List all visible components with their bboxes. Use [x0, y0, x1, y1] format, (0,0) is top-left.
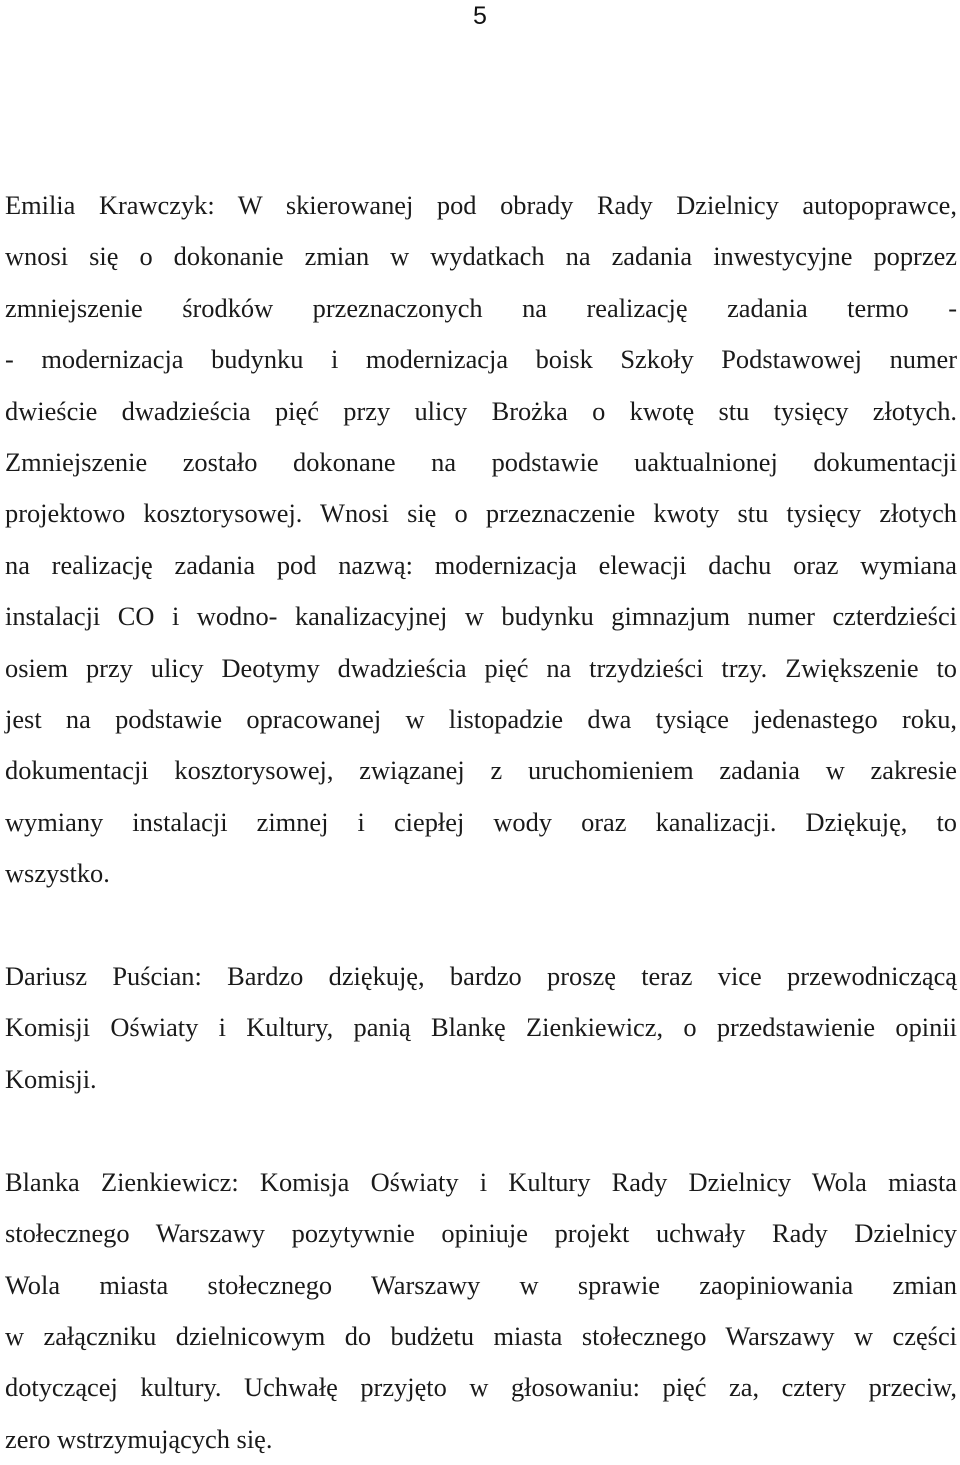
text-line: - modernizacja budynku i modernizacja boisk Szkoły Podstawowej numer [5, 344, 957, 375]
paragraph-blanka-zienkiewicz [5, 1157, 957, 1465]
text-line: osiem przy ulicy Deotymy dwadzieścia pięć na trzydzieści trzy. Zwiększenie to [5, 652, 957, 683]
text-line: Wola miasta stołecznego Warszawy w sprawie zaopiniowania zmian [5, 1269, 957, 1300]
text-line: na realizację zadania pod nazwą: modernizacja elewacji dachu oraz wymiana [5, 549, 957, 580]
text-line: w załączniku dzielnicowym do budżetu miasta stołecznego Warszawy w części [5, 1320, 957, 1351]
text-line: jest na podstawie opracowanej w listopadzie dwa tysiące jedenastego roku, [5, 704, 957, 735]
text-line: zmniejszenie środków przeznaczonych na realizację zadania termo - [5, 292, 957, 323]
text-line: Komisji. [5, 1063, 97, 1094]
text-line: Blanka Zienkiewicz: Komisja Oświaty i Kultury Rady Dzielnicy Wola miasta [5, 1166, 957, 1197]
text-line: stołecznego Warszawy pozytywnie opiniuje projekt uchwały Rady Dzielnicy [5, 1218, 957, 1249]
transcript-body [5, 180, 957, 1465]
page-number: 5 [473, 2, 487, 30]
text-line: zero wstrzymujących się. [5, 1423, 273, 1454]
text-line: Dariusz Puścian: Bardzo dziękuję, bardzo proszę teraz vice przewodniczącą [5, 961, 957, 992]
text-line: dotyczącej kultury. Uchwałę przyjęto w głosowaniu: pięć za, cztery przeciw, [5, 1372, 957, 1403]
text-line: wymiany instalacji zimnej i ciepłej wody oraz kanalizacji. Dziękuję, to [5, 806, 957, 837]
text-line: Zmniejszenie zostało dokonane na podstawie uaktualnionej dokumentacji [5, 447, 957, 478]
text-line: dwieście dwadzieścia pięć przy ulicy Brożka o kwotę stu tysięcy złotych. [5, 395, 957, 426]
paragraph-emilia-krawczyk [5, 180, 957, 900]
text-line: wszystko. [5, 858, 110, 889]
text-line: instalacji CO i wodno- kanalizacyjnej w budynku gimnazjum numer czterdzieści [5, 601, 957, 632]
text-line: Emilia Krawczyk: W skierowanej pod obrady Rady Dzielnicy autopoprawce, [5, 190, 957, 220]
paragraph-dariusz-puscian [5, 951, 957, 1105]
text-line: wnosi się o dokonanie zmian w wydatkach na zadania inwestycyjne poprzez [5, 241, 957, 272]
text-line: dokumentacji kosztorysowej, związanej z uruchomieniem zadania w zakresie [5, 755, 957, 786]
text-line: projektowo kosztorysowej. Wnosi się o przeznaczenie kwoty stu tysięcy złotych [5, 498, 957, 529]
text-line: Komisji Oświaty i Kultury, panią Blankę Zienkiewicz, o przedstawienie opinii [5, 1012, 957, 1043]
